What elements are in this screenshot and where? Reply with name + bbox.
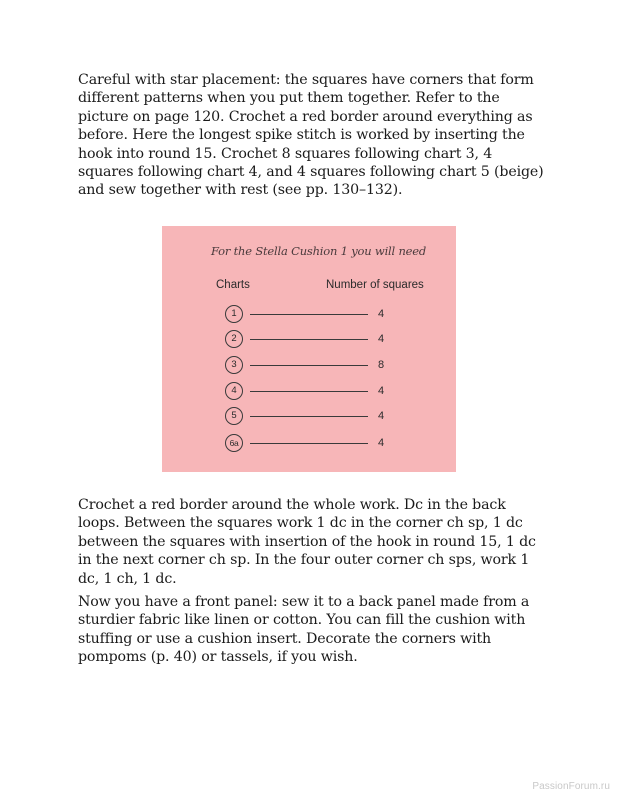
- table-row: [162, 330, 456, 350]
- watermark: PassionForum.ru: [532, 781, 610, 792]
- leader-line: [250, 416, 368, 417]
- square-count: 4: [378, 410, 385, 422]
- square-count: 4: [378, 385, 385, 397]
- table-row: [162, 305, 456, 325]
- paragraph-star-placement: Careful with star placement: the squares have corners that form different patterns when you put them together. Refer to the picture on page 120. Crochet a red border around everything as before. Here the longest spike stitch is worked by inserting the hook into round 15. Crochet 8 squares following chart 3, 4 squares following chart 4, and 4 squares following chart 5 (beige) and sew together with rest (see pp. 130–132).: [78, 72, 544, 199]
- square-count: 4: [378, 437, 385, 449]
- table-row: [162, 356, 456, 376]
- chart-number-circle: 3: [225, 356, 243, 374]
- paragraph-front-panel: Now you have a front panel: sew it to a back panel made from a sturdier fabric like linen or cotton. You can fill the cushion with stuffing or use a cushion insert. Decorate the corners with pompoms (p. 40) or tassels, if you wish.: [78, 594, 530, 666]
- chart-number-circle: 2: [225, 330, 243, 348]
- leader-line: [250, 339, 368, 340]
- table-row: [162, 382, 456, 402]
- square-count: 4: [378, 308, 385, 320]
- table-row: [162, 434, 456, 454]
- chart-number-circle: 4: [225, 382, 243, 400]
- column-header-number-of-squares: Number of squares: [326, 279, 424, 291]
- materials-table-box: [162, 226, 456, 472]
- chart-number-circle: 6a: [225, 434, 243, 452]
- table-row: [162, 407, 456, 427]
- table-title: For the Stella Cushion 1 you will need: [211, 244, 427, 258]
- chart-number-circle: 1: [225, 305, 243, 323]
- paragraph-red-border: Crochet a red border around the whole work. Dc in the back loops. Between the squares work 1 dc in the corner ch sp, 1 dc between the squares with insertion of the hook in round 15, 1 dc in the next corner ch sp. In the four outer corner ch sps, work 1 dc, 1 ch, 1 dc.: [78, 497, 536, 587]
- column-header-charts: Charts: [216, 279, 250, 291]
- chart-number-circle: 5: [225, 407, 243, 425]
- square-count: 4: [378, 333, 385, 345]
- leader-line: [250, 391, 368, 392]
- square-count: 8: [378, 359, 385, 371]
- leader-line: [250, 365, 368, 366]
- leader-line: [250, 314, 368, 315]
- leader-line: [250, 443, 368, 444]
